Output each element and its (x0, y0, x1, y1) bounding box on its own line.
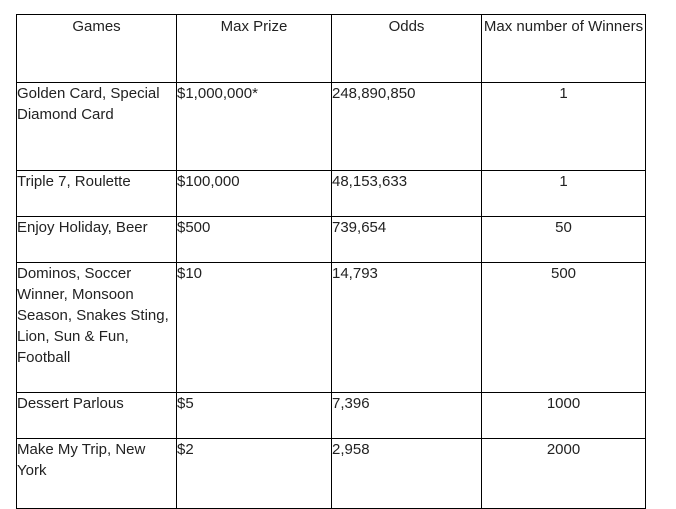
cell-odds: 739,654 (332, 217, 482, 263)
cell-max-winners: 1 (482, 171, 646, 217)
header-odds: Odds (332, 15, 482, 83)
cell-games: Golden Card, Special Diamond Card (17, 83, 177, 171)
cell-odds: 7,396 (332, 393, 482, 439)
cell-games: Dessert Parlous (17, 393, 177, 439)
table-header-row (17, 15, 646, 83)
cell-max-prize: $5 (177, 393, 332, 439)
cell-odds: 14,793 (332, 263, 482, 393)
cell-games: Dominos, Soccer Winner, Monsoon Season, Snakes Sting, Lion, Sun & Fun, Football (17, 263, 177, 393)
cell-odds: 248,890,850 (332, 83, 482, 171)
prize-odds-table (16, 14, 646, 509)
cell-max-winners: 50 (482, 217, 646, 263)
cell-max-winners: 1000 (482, 393, 646, 439)
cell-max-winners: 500 (482, 263, 646, 393)
table-row (17, 263, 646, 393)
cell-odds: 48,153,633 (332, 171, 482, 217)
cell-max-prize: $10 (177, 263, 332, 393)
table-row (17, 83, 646, 171)
cell-max-prize: $2 (177, 439, 332, 509)
header-max-prize: Max Prize (177, 15, 332, 83)
cell-odds: 2,958 (332, 439, 482, 509)
cell-max-winners: 1 (482, 83, 646, 171)
header-max-winners: Max number of Winners (482, 15, 646, 83)
header-games: Games (17, 15, 177, 83)
table-row (17, 217, 646, 263)
cell-max-prize: $500 (177, 217, 332, 263)
cell-games: Make My Trip, New York (17, 439, 177, 509)
cell-max-winners: 2000 (482, 439, 646, 509)
cell-games: Triple 7, Roulette (17, 171, 177, 217)
cell-games: Enjoy Holiday, Beer (17, 217, 177, 263)
table-row (17, 171, 646, 217)
cell-max-prize: $100,000 (177, 171, 332, 217)
cell-max-prize: $1,000,000* (177, 83, 332, 171)
table-row (17, 393, 646, 439)
table-row (17, 439, 646, 509)
